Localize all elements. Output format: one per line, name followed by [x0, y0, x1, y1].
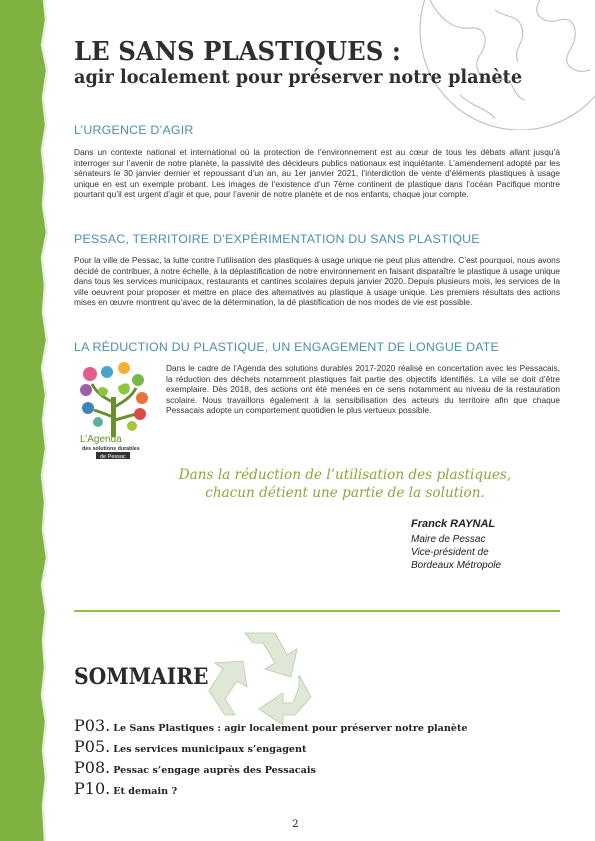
toc-item[interactable]	[74, 779, 177, 798]
quote-line-2: chacun détient une partie de la solution.	[205, 485, 485, 501]
logo-line-2: des solutions durables	[82, 446, 140, 452]
toc-page-number: P03.	[74, 716, 111, 735]
section-text-reduction: Dans le cadre de l’Agenda des solutions durables 2017-2020 réalisé en concertation avec les Pessacais, la réduction des déchets notamment plastiques fait partie des objectifs identifiés. La ville se doit d’être exemplaire. Dès 2018, des actions ont été menées en ce sens notamment au niveau de la restauration scolaire. Nous travaillons également à la sensibilisation des acteurs du territoire afin que chaque Pessacais adopte un comportement quotidien le plus vertueux possible.	[166, 363, 560, 416]
toc-page-number: P05.	[74, 737, 111, 756]
toc-item[interactable]	[74, 716, 468, 735]
agenda-tree-logo	[74, 362, 154, 462]
toc-label: Les services municipaux s’engagent	[113, 744, 307, 755]
toc-item[interactable]	[74, 758, 316, 777]
toc-label: Et demain ?	[113, 786, 178, 797]
page-number: 2	[292, 818, 299, 830]
signature-role-1: Maire de Pessac	[411, 534, 486, 545]
section-title-pessac: PESSAC, TERRITOIRE D’EXPÉRIMENTATION DU SANS PLASTIQUE	[74, 232, 480, 246]
section-title-reduction: LA RÉDUCTION DU PLASTIQUE, UN ENGAGEMENT DE LONGUE DATE	[74, 340, 500, 354]
green-border-strip	[0, 0, 50, 841]
signature-role-3: Bordeaux Métropole	[411, 560, 502, 571]
toc-page-number: P08.	[74, 758, 111, 777]
section-title-urgence: L’URGENCE D’AGIR	[74, 123, 194, 137]
page-title: LE SANS PLASTIQUES :	[74, 36, 401, 67]
page-subtitle: agir localement pour préserver notre planète	[74, 66, 523, 88]
signature-role-2: Vice-président de	[411, 547, 489, 558]
quote-line-1: Dans la réduction de l’utilisation des plastiques,	[178, 467, 512, 483]
logo-line-3: de Pessac	[100, 454, 126, 460]
toc-page-number: P10.	[74, 779, 111, 798]
toc-label: Le Sans Plastiques : agir localement pour préserver notre planète	[113, 723, 468, 734]
section-divider	[74, 610, 560, 612]
toc-label: Pessac s’engage auprès des Pessacais	[113, 765, 316, 776]
sommaire-title: SOMMAIRE	[74, 664, 209, 690]
section-text-urgence: Dans un contexte national et international où la protection de l’environnement est au cœur de tous les débats allant jusqu’à interroger sur l’avenir de notre planète, la passivité des décideurs publics nationaux est inquiétante. L’amendement adopté par les sénateurs le 30 janvier dernier et repoussant d’un an, au 1er janvier 2021, l’interdiction de vente d’éléments plastiques à usage unique en est un exemple probant. Les images de l’existence d’un 7ème continent de plastique dans l’océan Pacifique montre pourtant qu’il est urgent d’agir et que, pour l’avenir de notre planète et de nos enfants, chaque jour compte.	[74, 147, 560, 200]
recycle-icon	[195, 625, 325, 725]
logo-line-1: L’Agenda	[80, 434, 122, 445]
toc-item[interactable]	[74, 737, 306, 756]
signature-name: Franck RAYNAL	[411, 518, 496, 530]
section-text-pessac: Pour la ville de Pessac, la lutte contre l’utilisation des plastiques à usage unique ne peut plus attendre. C’est pourquoi, nous avons décidé de contribuer, à notre échelle, à la déplastification de notre environnement en faisant disparaître le plastique à usage unique dans tous les services municipaux, restaurants et cantines scolaires depuis janvier 2020. Depuis plusieurs mois, les services de la ville oeuvrent pour proposer et mettre en place des alternatives au plastique à usage unique. Les premiers résultats des actions mises en œuvre montrent qu’avec de la détermination, la dé plastification de nos modes de vie est possible.	[74, 255, 560, 308]
